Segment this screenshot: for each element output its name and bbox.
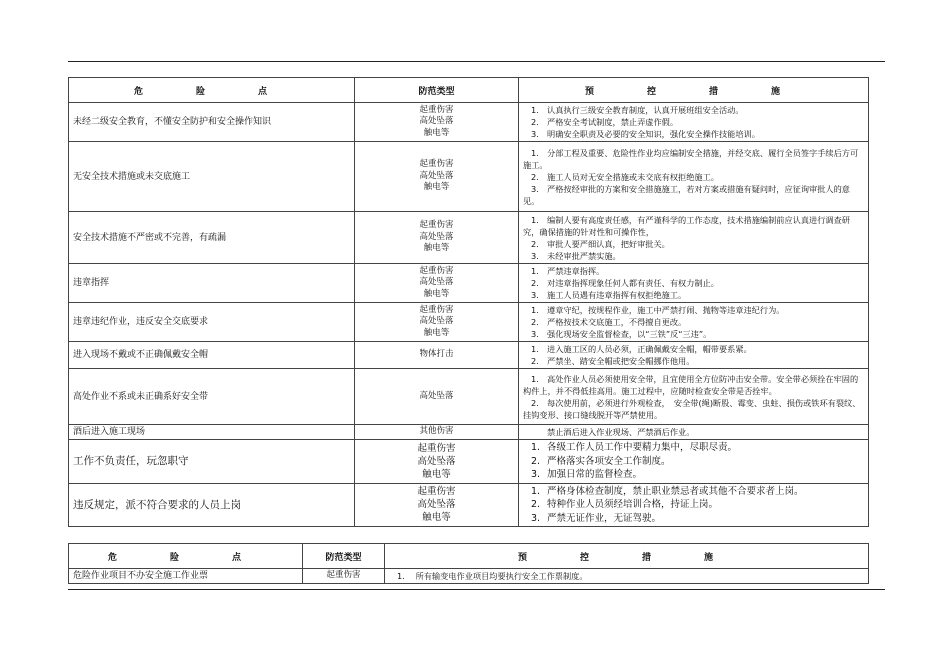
measures-cell: [519, 369, 869, 425]
measure-item: [523, 328, 864, 340]
table2-measure: [385, 569, 869, 584]
table2-type: 起重伤害: [303, 569, 385, 584]
measures-cell: [519, 103, 869, 142]
hazard-type: 其他伤害: [419, 426, 454, 437]
measures-cell: [519, 142, 869, 212]
measures-cell: [519, 303, 869, 342]
table-row: [69, 569, 869, 584]
hazard-cell: 进入现场不戴或不正确佩戴安全帽: [69, 342, 355, 369]
measure-text: 施工人员对无安全措施或未交底有权拒绝施工。: [547, 171, 719, 182]
hazard-type: 高处坠落: [419, 277, 454, 288]
table-row: [69, 264, 869, 303]
measure-text: 加强日常的监督检查。: [547, 469, 643, 480]
table2-header-type: 防范类型: [303, 544, 385, 569]
measure-text: 严格落实各项安全工作制度。: [547, 455, 671, 467]
type-cell: [355, 303, 519, 342]
measure-number: 2.: [531, 455, 541, 467]
table-body: [69, 103, 869, 527]
risk-control-table-continued: [68, 543, 869, 584]
measure-text: 严格按技术交底施工，不得擅自更改。: [547, 317, 687, 327]
type-cell: [355, 369, 519, 425]
hazard-cell: 工作不负责任，玩忽职守: [69, 440, 355, 484]
top-rule: [68, 61, 885, 62]
table-row: [69, 369, 869, 425]
type-cell: [355, 264, 519, 303]
measure-number: 1.: [531, 305, 539, 315]
measures-cell: [519, 264, 869, 303]
type-cell: [355, 425, 519, 440]
measures-cell: [519, 483, 869, 527]
hazard-type: 高处坠落: [419, 316, 454, 327]
measure-text: 高处作业人员必须使用安全带，且宜使用全方位防冲击安全带。安全带必须拴在牢固的构件上，并不得低挂高用。施工过程中，应随时检查安全带是否拴牢。: [523, 373, 859, 396]
measure-text: 禁止酒后进入作业现场、严禁酒后作业。: [547, 427, 695, 437]
measure-item: [523, 250, 864, 262]
measure-number: 1.: [531, 147, 539, 158]
hazard-cell: 违章指挥: [69, 264, 355, 303]
measure-item: [523, 355, 864, 367]
hazard-type: 高处坠落: [419, 116, 454, 127]
header-type: 防范类型: [355, 78, 519, 103]
measure-item: [523, 171, 864, 183]
measure-text: 编制人要有高度责任感，有严谨科学的工作态度，技术措施编制前应认真进行调查研究，确保措施的针对性和可操作性，: [523, 214, 850, 237]
measure-number: 1.: [531, 214, 539, 225]
type-cell: [355, 212, 519, 264]
hazard-type: 高处坠落: [419, 170, 454, 181]
hazard-type: 高处坠落: [419, 231, 454, 242]
hazard-type: 触电等: [423, 243, 450, 254]
measure-item: [523, 183, 864, 207]
hazard-type: 触电等: [422, 468, 451, 480]
hazard-type: 起重伤害: [419, 265, 454, 276]
measure-number: 2.: [531, 278, 539, 288]
measure-text: 每次使用前，必须进行外观检查， 安全带(绳)断股、霉变、虫蛀、损伤或铁环有裂纹、挂钩变形、接口缝线脱开等严禁使用。: [523, 397, 861, 420]
measure-number: 3.: [531, 290, 539, 300]
risk-control-table: [68, 77, 869, 527]
hazard-type: 高处坠落: [417, 499, 456, 511]
hazard-type: 触电等: [422, 512, 451, 524]
measure-item: [523, 498, 864, 512]
table-row: [69, 142, 869, 212]
hazard-type: 触电等: [423, 327, 450, 338]
hazard-type: 起重伤害: [417, 486, 456, 498]
hazard-cell: 违反规定，派不符合要求的人员上岗: [69, 483, 355, 527]
measure-number: 1.: [531, 266, 539, 276]
measure-item: [523, 397, 864, 421]
measure-number: 3.: [531, 129, 539, 139]
table-row: [69, 425, 869, 440]
measure-number: 1.: [531, 442, 541, 453]
hazard-type: 触电等: [423, 288, 450, 299]
measure-item: [523, 128, 864, 140]
hazard-cell: 安全技术措施不严密或不完善，有疏漏: [69, 212, 355, 264]
measure-item: [523, 238, 864, 250]
hazard-type: 触电等: [423, 182, 450, 193]
header-hazard: 危 险 点: [69, 78, 355, 103]
measure-text: 对违章指挥现象任何人都有责任、有权力制止。: [547, 278, 719, 288]
measures-cell: [519, 212, 869, 264]
measure-text: 审批人要严细认真，把好审批关。: [547, 238, 670, 249]
measure-text: 严禁无证作业，无证驾驶。: [547, 512, 662, 524]
measure-number: 2.: [531, 171, 539, 182]
type-cell: [355, 103, 519, 142]
measure-text: 遵章守纪，按规程作业，施工中严禁打闹、抛物等违章违纪行为。: [547, 305, 785, 315]
measure-item: [523, 316, 864, 328]
type-cell: [355, 342, 519, 369]
measure-number: 3.: [531, 250, 539, 261]
table-row: [69, 440, 869, 484]
measure-number: 1.: [531, 344, 539, 354]
hazard-type: 高处坠落: [417, 455, 456, 467]
hazard-cell: 违章违纪作业，违反安全交底要求: [69, 303, 355, 342]
hazard-type: 起重伤害: [417, 442, 456, 454]
measure-text: 认真执行三级安全教育制度，认真开展班组安全活动。: [547, 105, 744, 115]
measure-item: [523, 277, 864, 289]
measure-item: [523, 116, 864, 128]
measure-text: 严格按经审批的方案和安全措施施工，若对方案或措施有疑问时，应征询审批人的意见。: [523, 183, 850, 206]
measure-item: [523, 512, 864, 526]
measure-item: [523, 304, 864, 316]
measure-item: [523, 468, 864, 482]
table-row: [69, 212, 869, 264]
table2-header-hazard: 危 险 点: [69, 544, 303, 569]
bottom-rule: [68, 589, 885, 590]
hazard-cell: 无安全技术措施或未交底施工: [69, 142, 355, 212]
measure-item: [523, 265, 864, 277]
measure-text: 施工人员遇有违章指挥有权拒绝施工。: [547, 290, 687, 300]
measure-number: 1.: [397, 571, 405, 581]
type-cell: [355, 142, 519, 212]
hazard-cell: 高处作业不系或未正确系好安全带: [69, 369, 355, 425]
measures-cell: [519, 342, 869, 369]
measure-text: 进入施工区的人员必须，正确佩戴安全帽，帽带要系紧。: [547, 344, 752, 354]
measure-item: [523, 426, 864, 438]
measure-number: 3.: [531, 183, 539, 194]
header-measures: 预 控 措 施: [519, 78, 869, 103]
hazard-type: 起重伤害: [419, 220, 454, 231]
hazard-type: 起重伤害: [419, 104, 454, 115]
measure-number: 2.: [531, 317, 539, 327]
measure-number: 1.: [531, 105, 539, 115]
measure-item: [523, 343, 864, 355]
measure-number: 1.: [531, 485, 541, 497]
measure-number: 1.: [531, 373, 539, 384]
table2-hazard: 危险作业项目不办安全施工作业票: [69, 569, 303, 584]
measure-text: 严禁坐、踏安全帽或把安全帽挪作他用。: [547, 356, 695, 366]
measure-item: [523, 485, 864, 499]
measure-text: 分部工程及重要、危险性作业均应编制安全措施，并经交底、履行全员签字手续后方可施工。: [523, 147, 859, 170]
measure-number: 3.: [531, 329, 539, 339]
measure-item: [523, 289, 864, 301]
table-row: [69, 303, 869, 342]
measure-text: 各级工作人员工作中要精力集中，尽职尽责。: [547, 442, 738, 453]
measures-cell: [519, 425, 869, 440]
hazard-type: 高处坠落: [419, 390, 454, 401]
measure-number: 2.: [531, 397, 539, 408]
measure-number: 2.: [531, 499, 541, 510]
type-cell: [355, 483, 519, 527]
measures-cell: [519, 440, 869, 484]
table-row: [69, 342, 869, 369]
measure-number: 3.: [531, 512, 541, 524]
type-cell: [355, 440, 519, 484]
measure-number: 2.: [531, 356, 539, 366]
measure-item: [523, 104, 864, 116]
measure-text: 未经审批严禁实施。: [547, 250, 621, 261]
hazard-type: 触电等: [423, 127, 450, 138]
measure-item: [523, 441, 864, 455]
table-row: [69, 483, 869, 527]
table2-header-row: [69, 544, 869, 569]
hazard-cell: 酒后进入施工现场: [69, 425, 355, 440]
measure-number: 3.: [531, 469, 541, 480]
measure-item: [523, 373, 864, 397]
hazard-type: 起重伤害: [419, 159, 454, 170]
table-row: [69, 103, 869, 142]
table-header-row: [69, 78, 869, 103]
measure-number: 2.: [531, 238, 539, 249]
measure-text: 严格身体检查制度，禁止职业禁忌者或其他不合要求者上岗。: [547, 485, 804, 497]
measure-text: 特种作业人员须经培训合格，持证上岗。: [547, 499, 719, 510]
measure-item: [523, 214, 864, 238]
measure-number: 2.: [531, 117, 539, 127]
measure-item: [523, 455, 864, 469]
measure-text: 严禁违章指挥。: [547, 266, 605, 276]
measure-text: 强化现场安全监督检查，以“三铁”反“三违”。: [547, 329, 712, 339]
measure-text: 所有输变电作业项目均要执行安全工作票制度。: [415, 571, 588, 581]
hazard-type: 物体打击: [419, 349, 454, 360]
table2-header-measures: 预 控 措 施: [385, 544, 869, 569]
measure-text: 明确安全职责及必要的安全知识，强化安全操作技能培训。: [547, 129, 760, 139]
hazard-cell: 未经二级安全教育，不懂安全防护和安全操作知识: [69, 103, 355, 142]
hazard-type: 起重伤害: [419, 304, 454, 315]
measure-item: [523, 147, 864, 171]
measure-text: 严格安全考试制度，禁止弄虚作假。: [547, 117, 679, 127]
